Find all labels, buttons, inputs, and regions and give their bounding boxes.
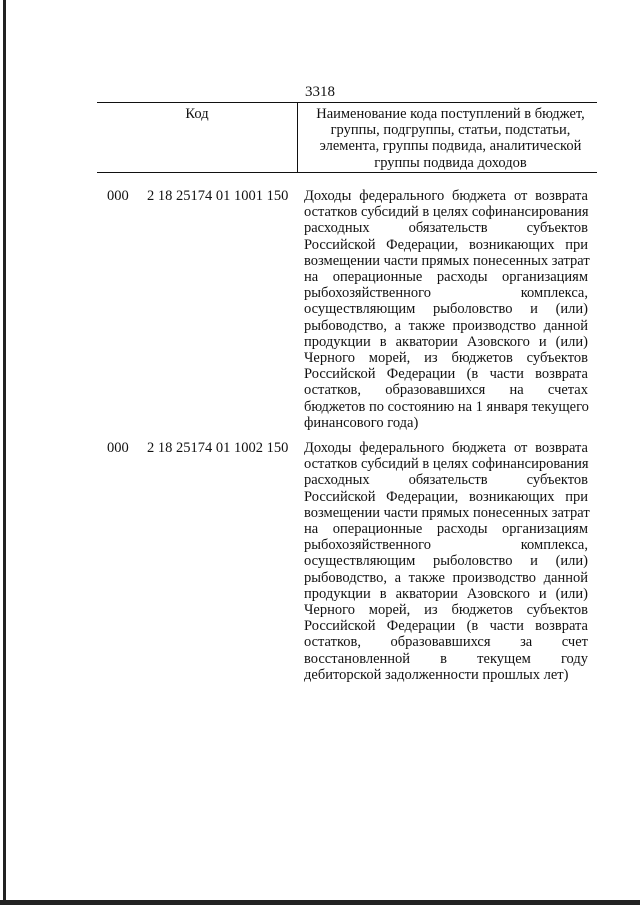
row-description xyxy=(304,188,588,431)
description-line: Российской Федерации, возникающих при xyxy=(304,488,588,505)
description-line: рыбохозяйственного комплекса, xyxy=(304,285,588,302)
description-line: возмещении части прямых понесенных затрат xyxy=(304,252,590,269)
description-line: остатков субсидий в целях софинансирования xyxy=(304,204,589,221)
header-name-line: Наименование кода поступлений в бюджет, xyxy=(316,106,585,122)
description-line: возмещении части прямых понесенных затрат xyxy=(304,504,590,521)
description-line: Доходы федерального бюджета от возврата xyxy=(304,188,588,204)
description-line: продукции в акватории Азовского и (или) xyxy=(304,585,588,602)
description-line: осуществляющим рыболовство и (или) xyxy=(304,553,588,570)
header-name-label xyxy=(309,106,592,171)
description-line: финансового года) xyxy=(304,414,419,431)
description-line: на операционные расходы организациям xyxy=(304,269,588,286)
description-line: остатков субсидий в целях софинансирования xyxy=(304,456,589,473)
description-line: дебиторской задолженности прошлых лет) xyxy=(304,666,569,683)
description-line: Доходы федерального бюджета от возврата xyxy=(304,440,588,456)
header-column-divider xyxy=(297,103,298,172)
row-code: 2 18 25174 01 1001 150 xyxy=(147,188,289,204)
header-code-label: Код xyxy=(185,106,209,122)
description-line: продукции в акватории Азовского и (или) xyxy=(304,333,588,350)
description-line: рыбоводство, а также производство данной xyxy=(304,317,588,334)
description-line: осуществляющим рыболовство и (или) xyxy=(304,301,588,318)
row-prefix: 000 xyxy=(107,440,129,456)
description-line: Российской Федерации (в части возврата xyxy=(304,366,588,383)
description-line: расходных обязательств субъектов xyxy=(304,220,588,237)
description-line: Черного морей, из бюджетов субъектов xyxy=(304,602,588,619)
row-description xyxy=(304,440,588,683)
header-name-line: элемента, группы подвида, аналитической xyxy=(319,138,582,155)
row-prefix: 000 xyxy=(107,188,129,204)
header-name-line: группы, подгруппы, статьи, подстатьи, xyxy=(330,122,571,139)
description-line: остатков, образовавшихся за счет xyxy=(304,634,588,651)
page-bottom-edge xyxy=(0,900,640,905)
description-line: на операционные расходы организациям xyxy=(304,521,588,538)
description-line: Черного морей, из бюджетов субъектов xyxy=(304,350,588,367)
description-line: Российской Федерации, возникающих при xyxy=(304,236,588,253)
description-line: восстановленной в текущем году xyxy=(304,650,588,667)
header-name-line: группы подвида доходов xyxy=(374,154,527,171)
description-line: рыбоводство, а также производство данной xyxy=(304,569,588,586)
description-line: бюджетов по состоянию на 1 января текущего xyxy=(304,398,589,415)
description-line: Российской Федерации (в части возврата xyxy=(304,618,588,635)
page-number: 3318 xyxy=(305,84,335,100)
table-header xyxy=(97,102,597,173)
description-line: рыбохозяйственного комплекса, xyxy=(304,537,588,554)
description-line: расходных обязательств субъектов xyxy=(304,472,588,489)
page-left-edge xyxy=(3,0,6,905)
row-code: 2 18 25174 01 1002 150 xyxy=(147,440,289,456)
description-line: остатков, образовавшихся на счетах xyxy=(304,382,588,399)
